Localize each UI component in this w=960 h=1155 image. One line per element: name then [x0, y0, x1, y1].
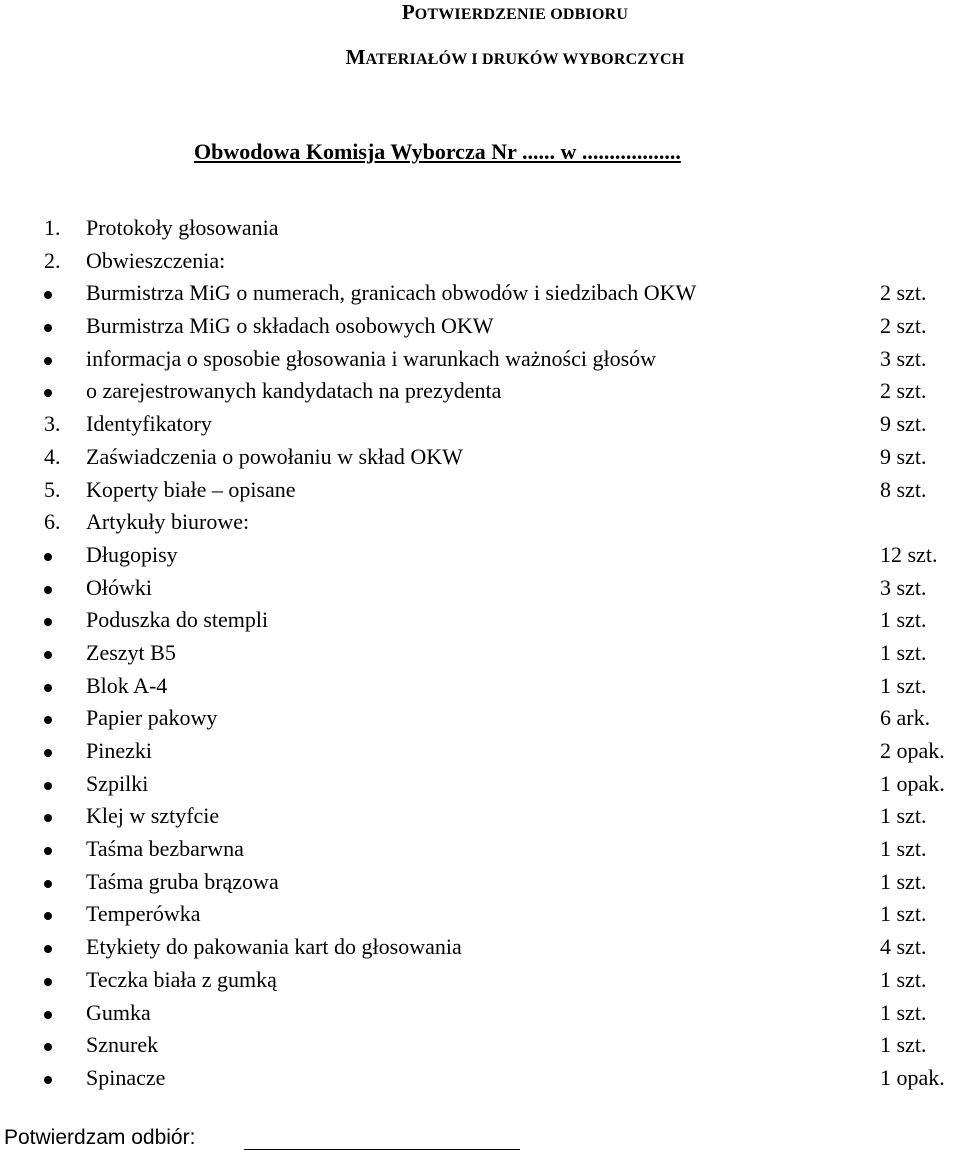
item-label: Taśma gruba brązowa	[86, 868, 279, 894]
item-label: Etykiety do pakowania kart do głosowania	[86, 934, 462, 960]
item-quantity: 1 szt.	[880, 966, 927, 992]
item-label: Spinacze	[86, 1064, 166, 1090]
item-quantity: 4 szt.	[880, 934, 927, 960]
commission-heading: Obwodowa Komisja Wyborcza Nr ...... w ..................	[194, 139, 681, 164]
item-quantity: 9 szt.	[880, 443, 927, 469]
item-quantity: 2 szt.	[880, 280, 927, 306]
item-number: 3.	[44, 411, 61, 437]
title-line1-rest: OTWIERDZENIE ODBIORU	[414, 6, 629, 23]
list-item	[0, 474, 960, 507]
item-number: 5.	[44, 476, 61, 502]
item-label: Poduszka do stempli	[86, 607, 269, 633]
bullet-icon	[44, 1011, 52, 1019]
list-item	[0, 964, 960, 997]
bullet-icon	[44, 684, 52, 692]
bullet-icon	[44, 814, 52, 822]
item-quantity: 1 szt.	[880, 672, 927, 698]
bullet-icon	[44, 945, 52, 953]
bullet-icon	[44, 618, 52, 626]
list-item	[0, 277, 960, 310]
document-title	[0, 0, 960, 27]
confirmation-label: Potwierdzam odbiór:	[4, 1126, 196, 1149]
item-quantity: 8 szt.	[880, 476, 927, 502]
item-quantity: 2 szt.	[880, 378, 927, 404]
item-quantity: 1 szt.	[880, 607, 927, 633]
list-item	[0, 572, 960, 605]
title-line2-rest: ATERIAŁÓW I DRUKÓW WYBORCZYCH	[365, 51, 685, 68]
bullet-icon	[44, 324, 52, 332]
item-label: Ołówki	[86, 574, 152, 600]
item-quantity: 1 opak.	[880, 1064, 945, 1090]
item-quantity: 3 szt.	[880, 345, 927, 371]
item-number: 2.	[44, 247, 61, 273]
bullet-icon	[44, 880, 52, 888]
bullet-icon	[44, 847, 52, 855]
item-label: informacja o sposobie głosowania i warunkach ważności głosów	[86, 345, 657, 371]
item-label: Klej w sztyfcie	[86, 803, 220, 829]
list-item	[0, 735, 960, 768]
item-number: 6.	[44, 509, 61, 535]
item-quantity: 1 szt.	[880, 999, 927, 1025]
item-label: o zarejestrowanych kandydatach na prezydenta	[86, 378, 502, 404]
item-number: 4.	[44, 443, 61, 469]
bullet-icon	[44, 651, 52, 659]
item-label: Taśma bezbarwna	[86, 836, 244, 862]
list-item	[0, 604, 960, 637]
item-label: Protokoły głosowania	[86, 215, 279, 240]
list-item	[0, 506, 960, 539]
item-quantity: 1 szt.	[880, 639, 927, 665]
list-item	[0, 212, 960, 245]
list-item	[0, 539, 960, 572]
bullet-icon	[44, 291, 52, 299]
list-item	[0, 898, 960, 931]
item-label: Długopisy	[86, 541, 178, 567]
bullet-icon	[44, 1043, 52, 1051]
item-label: Szpilki	[86, 770, 149, 796]
document-subtitle	[0, 45, 960, 72]
item-label: Blok A-4	[86, 672, 168, 698]
list-item	[0, 768, 960, 801]
item-label: Artykuły biurowe:	[86, 509, 250, 535]
item-label: Identyfikatory	[86, 411, 212, 437]
list-item	[0, 441, 960, 474]
signature-line	[244, 1149, 520, 1150]
bullet-icon	[44, 716, 52, 724]
bullet-icon	[44, 749, 52, 757]
list-item	[0, 637, 960, 670]
list-item	[0, 1062, 960, 1095]
list-item	[0, 245, 960, 278]
item-label: Temperówka	[86, 901, 201, 927]
list-item	[0, 1029, 960, 1062]
item-label: Obwieszczenia:	[86, 247, 226, 273]
item-label: Teczka biała z gumką	[86, 966, 277, 992]
list-item	[0, 670, 960, 703]
item-label: Gumka	[86, 999, 151, 1025]
item-label: Papier pakowy	[86, 705, 218, 731]
title-line1-initial: P	[401, 0, 415, 24]
list-item	[0, 702, 960, 735]
item-quantity: 1 szt.	[880, 836, 927, 862]
item-quantity: 1 szt.	[880, 868, 927, 894]
list-item	[0, 833, 960, 866]
bullet-icon	[44, 357, 52, 365]
item-quantity: 1 szt.	[880, 901, 927, 927]
bullet-icon	[44, 912, 52, 920]
item-label: Zaświadczenia o powołaniu w skład OKW	[86, 443, 463, 469]
title-line2-initial: M	[345, 45, 366, 69]
list-item	[0, 866, 960, 899]
bullet-icon	[44, 978, 52, 986]
item-quantity: 3 szt.	[880, 574, 927, 600]
item-number: 1.	[44, 215, 61, 240]
item-quantity: 2 opak.	[880, 738, 945, 763]
item-quantity: 1 szt.	[880, 1032, 927, 1058]
item-quantity: 6 ark.	[880, 705, 931, 731]
item-quantity: 1 opak.	[880, 770, 945, 796]
item-label: Pinezki	[86, 738, 152, 763]
bullet-icon	[44, 1076, 52, 1084]
item-quantity: 12 szt.	[880, 541, 938, 567]
list-item	[0, 375, 960, 408]
item-label: Burmistrza MiG o składach osobowych OKW	[86, 313, 494, 339]
item-quantity: 1 szt.	[880, 803, 927, 829]
item-quantity: 9 szt.	[880, 411, 927, 437]
item-label: Koperty białe – opisane	[86, 476, 296, 502]
list-item	[0, 310, 960, 343]
item-quantity: 2 szt.	[880, 313, 927, 339]
list-item	[0, 800, 960, 833]
bullet-icon	[44, 586, 52, 594]
list-item	[0, 343, 960, 376]
list-item	[0, 997, 960, 1030]
item-label: Sznurek	[86, 1032, 159, 1058]
bullet-icon	[44, 553, 52, 561]
item-label: Zeszyt B5	[86, 639, 176, 665]
bullet-icon	[44, 782, 52, 790]
item-label: Burmistrza MiG o numerach, granicach obwodów i siedzibach OKW	[86, 280, 697, 306]
list-item	[0, 931, 960, 964]
materials-list	[0, 212, 960, 1095]
list-item	[0, 408, 960, 441]
bullet-icon	[44, 389, 52, 397]
